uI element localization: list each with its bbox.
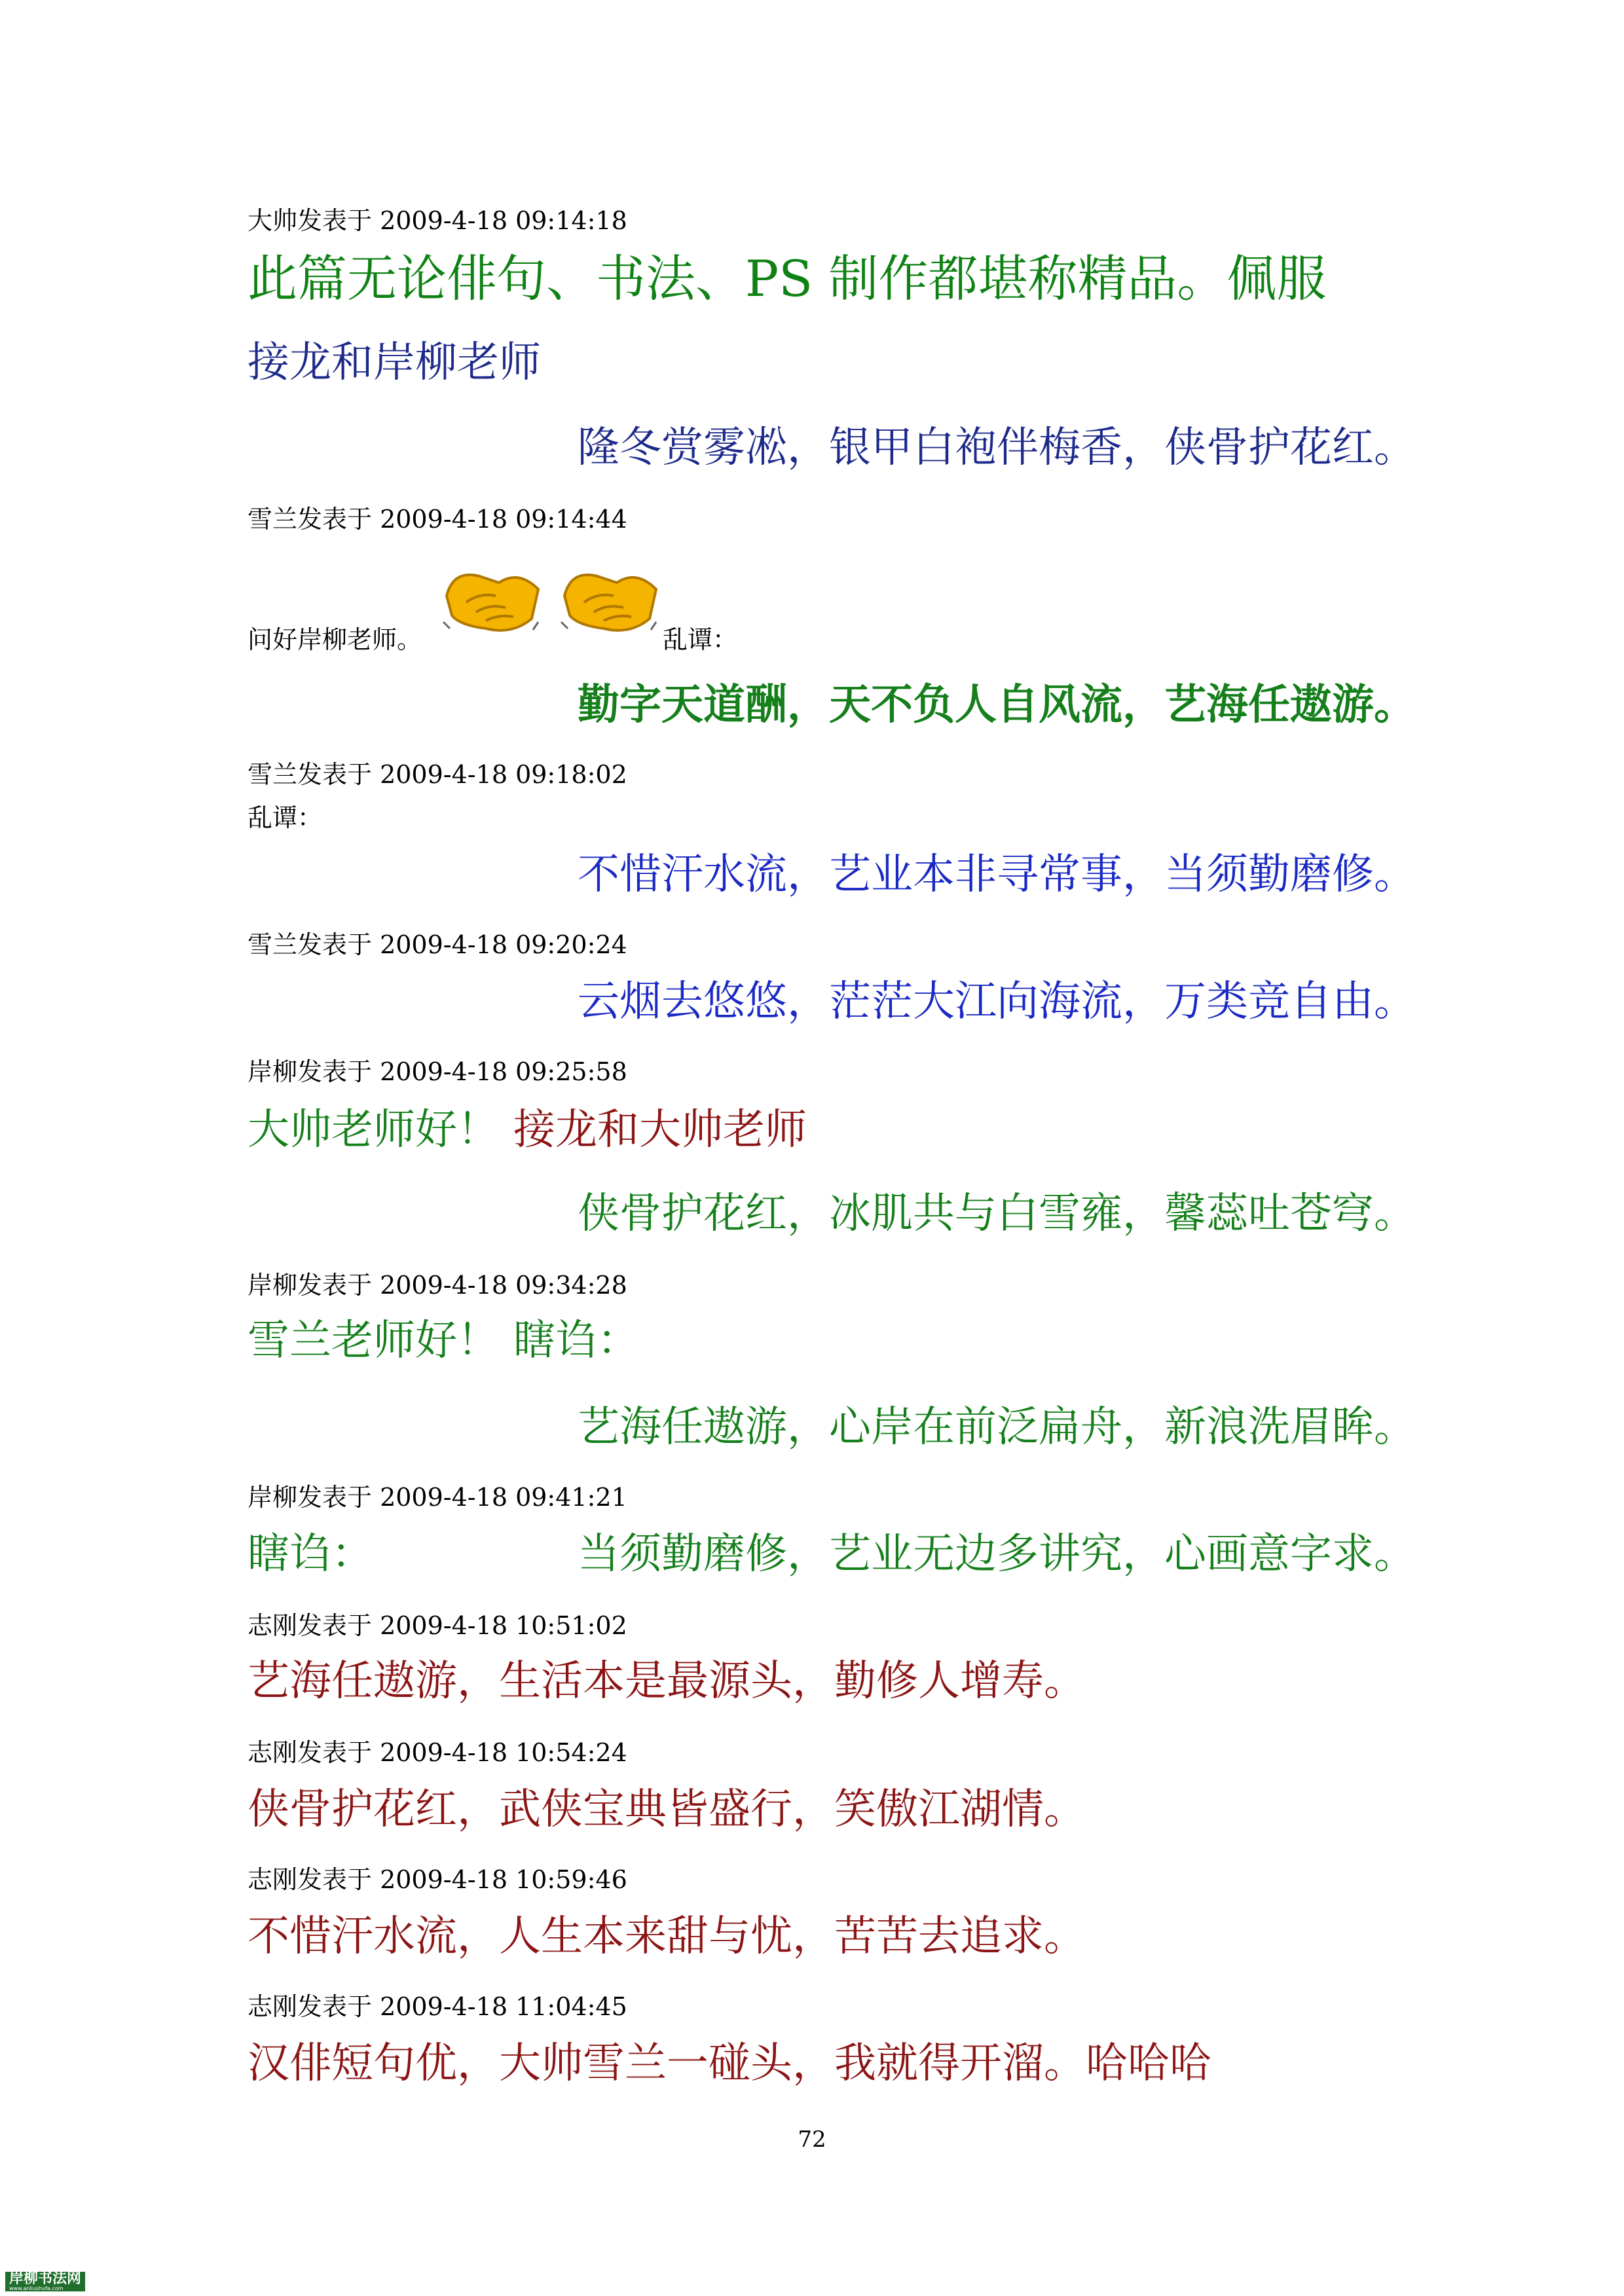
post-comment: 接龙和岸柳老师 — [248, 338, 541, 387]
haiku-line: 汉俳短句优，大帅雪兰一碰头，我就得开溜。哈哈哈 — [248, 2039, 1211, 2088]
post-meta: 雪兰发表于 2009-4-18 09:14:44 — [248, 505, 627, 534]
post-meta: 志刚发表于 2009-4-18 10:59:46 — [248, 1865, 627, 1894]
post-meta: 志刚发表于 2009-4-18 10:54:24 — [248, 1738, 627, 1767]
haiku-line: 艺海任遨游，生活本是最源头，勤修人增寿。 — [248, 1657, 1086, 1705]
post-comment: 雪兰老师好！ — [248, 1317, 499, 1365]
watermark-title: 岸柳书法网 — [9, 2270, 82, 2287]
haiku-line: 艺海任遨游，心岸在前泛扁舟，新浪洗眉眸。 — [578, 1403, 1416, 1451]
watermark-url: www.anliushufa.com — [9, 2286, 64, 2291]
post-comment: 瞎诌： — [248, 1530, 373, 1578]
haiku-line: 隆冬赏雾凇，银甲白袍伴梅香，侠骨护花红。 — [578, 424, 1416, 472]
handshake-icon — [558, 556, 663, 642]
haiku-line: 不惜汗水流，艺业本非寻常事，当须勤磨修。 — [578, 850, 1416, 899]
handshake-icon — [440, 556, 545, 642]
post-comment: 大帅老师好！ — [248, 1106, 499, 1154]
post-meta: 志刚发表于 2009-4-18 10:51:02 — [248, 1611, 627, 1640]
site-watermark — [5, 2272, 85, 2291]
page-number: 72 — [798, 2126, 826, 2153]
post-greeting-tail: 乱谭： — [663, 625, 738, 654]
haiku-line: 勤字天道酬，天不负人自风流，艺海任遨游。 — [578, 680, 1416, 729]
post-meta: 大帅发表于 2009-4-18 09:14:18 — [248, 206, 627, 235]
post-comment: 此篇无论俳句、书法、PS 制作都堪称精品。佩服 — [248, 249, 1327, 308]
post-meta: 岸柳发表于 2009-4-18 09:41:21 — [248, 1483, 627, 1512]
post-meta: 雪兰发表于 2009-4-18 09:20:24 — [248, 930, 627, 959]
post-greeting: 问好岸柳老师。 — [248, 625, 422, 654]
haiku-line: 当须勤磨修，艺业无边多讲究，心画意字求。 — [578, 1530, 1416, 1578]
post-meta: 雪兰发表于 2009-4-18 09:18:02 — [248, 760, 627, 789]
haiku-line: 不惜汗水流，人生本来甜与忧，苦苦去追求。 — [248, 1912, 1086, 1961]
post-comment: 接龙和大帅老师 — [513, 1106, 807, 1154]
post-subtitle: 乱谭： — [248, 803, 323, 832]
post-meta: 岸柳发表于 2009-4-18 09:34:28 — [248, 1271, 627, 1300]
haiku-line: 侠骨护花红，冰肌共与白雪雍，馨蕊吐苍穹。 — [578, 1190, 1416, 1238]
post-meta: 岸柳发表于 2009-4-18 09:25:58 — [248, 1057, 627, 1086]
haiku-line: 侠骨护花红，武侠宝典皆盛行，笑傲江湖情。 — [248, 1785, 1086, 1834]
haiku-line: 云烟去悠悠，茫茫大江向海流，万类竞自由。 — [578, 977, 1416, 1026]
post-meta: 志刚发表于 2009-4-18 11:04:45 — [248, 1992, 627, 2021]
post-comment: 瞎诌： — [513, 1317, 639, 1365]
